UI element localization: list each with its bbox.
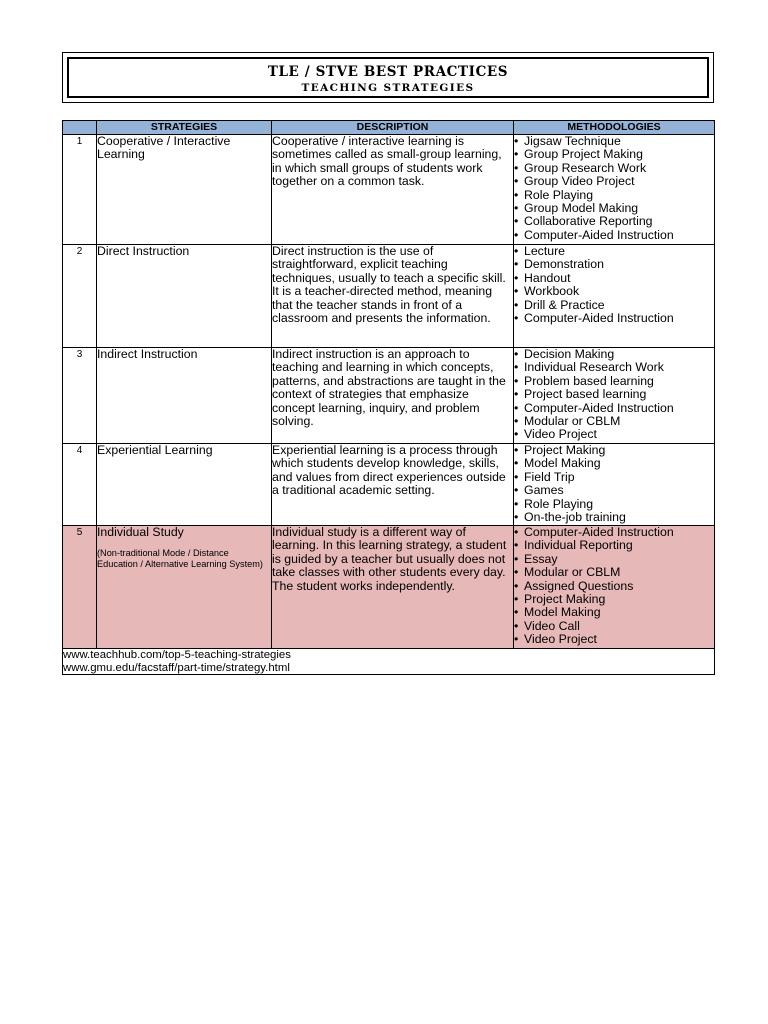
list-item: • Computer-Aided Instruction <box>514 526 714 539</box>
list-item: • Drill & Practice <box>514 299 714 312</box>
list-item: • Computer-Aided Instruction <box>514 312 714 325</box>
references-row <box>63 649 715 675</box>
strategy-note: (Non-traditional Mode / Distance Education / Alternative Learning System) <box>97 548 263 569</box>
list-item: • Individual Reporting <box>514 539 714 552</box>
strategy-cell <box>97 526 272 649</box>
list-item: • Group Model Making <box>514 202 714 215</box>
row-number: 5 <box>63 526 97 649</box>
table-row <box>63 444 715 526</box>
strategy-name: Experiential Learning <box>97 444 272 526</box>
list-item: • Assigned Questions <box>514 580 714 593</box>
list-item: • Essay <box>514 553 714 566</box>
table-row <box>63 135 715 245</box>
methodologies-cell <box>514 135 715 245</box>
list-item: • Decision Making <box>514 348 714 361</box>
strategies-table <box>62 120 715 675</box>
methodologies-list <box>514 135 714 242</box>
strategy-description: Cooperative / interactive learning is sometimes called as small-group learning, in which small groups of students work together on a common task. <box>272 135 514 245</box>
list-item: • Group Research Work <box>514 162 714 175</box>
row-number: 2 <box>63 245 97 348</box>
list-item: • Video Call <box>514 620 714 633</box>
strategy-description: Indirect instruction is an approach to teaching and learning in which concepts, patterns, and abstractions are taught in the context of strategies that emphasize concept learning, inquiry, and problem solving. <box>272 348 514 444</box>
list-item: • Project based learning <box>514 388 714 401</box>
list-item: • Workbook <box>514 285 714 298</box>
list-item: • Modular or CBLM <box>514 415 714 428</box>
document-subtitle: TEACHING STRATEGIES <box>301 82 475 94</box>
list-item: • Problem based learning <box>514 375 714 388</box>
list-item: • Role Playing <box>514 189 714 202</box>
list-item: • Handout <box>514 272 714 285</box>
list-item: • Demonstration <box>514 258 714 271</box>
list-item: • Collaborative Reporting <box>514 215 714 228</box>
methodologies-cell <box>514 348 715 444</box>
methodologies-cell <box>514 444 715 526</box>
strategy-name: Cooperative / Interactive Learning <box>97 135 272 245</box>
strategy-name: Indirect Instruction <box>97 348 272 444</box>
header-num-cell <box>63 121 97 135</box>
strategy-description: Experiential learning is a process through which students develop knowledge, skills, and values from direct experiences outside a traditional academic setting. <box>272 444 514 526</box>
methodologies-cell <box>514 245 715 348</box>
column-header-description: DESCRIPTION <box>272 121 514 135</box>
list-item: • On-the-job training <box>514 511 714 524</box>
list-item: • Video Project <box>514 428 714 441</box>
table-row <box>63 348 715 444</box>
references-cell <box>63 649 715 675</box>
title-inner-border <box>67 57 709 98</box>
list-item: • Model Making <box>514 606 714 619</box>
list-item: • Model Making <box>514 457 714 470</box>
row-number: 1 <box>63 135 97 245</box>
reference-link: www.teachhub.com/top-5-teaching-strategies <box>63 649 291 661</box>
methodologies-cell <box>514 526 715 649</box>
list-item: • Project Making <box>514 593 714 606</box>
list-item: • Group Video Project <box>514 175 714 188</box>
list-item: • Field Trip <box>514 471 714 484</box>
column-header-methodologies: METHODOLOGIES <box>514 121 715 135</box>
methodologies-list <box>514 444 714 524</box>
list-item: • Jigsaw Technique <box>514 135 714 148</box>
list-item: • Role Playing <box>514 498 714 511</box>
reference-link: www.gmu.edu/facstaff/part-time/strategy.html <box>63 661 290 674</box>
list-item: • Individual Research Work <box>514 361 714 374</box>
column-header-strategies: STRATEGIES <box>97 121 272 135</box>
table-row <box>63 245 715 348</box>
row-number: 3 <box>63 348 97 444</box>
methodologies-list <box>514 526 714 647</box>
title-box <box>62 52 714 103</box>
strategy-name: Individual Study <box>97 525 184 539</box>
list-item: • Group Project Making <box>514 148 714 161</box>
table-row <box>63 526 715 649</box>
row-number: 4 <box>63 444 97 526</box>
list-item: • Lecture <box>514 245 714 258</box>
list-item: • Games <box>514 484 714 497</box>
strategy-description: Direct instruction is the use of straightforward, explicit teaching techniques, usually to teach a specific skill. It is a teacher-directed method, meaning that the teacher stands in front of a classroom and presents the information. <box>272 245 514 348</box>
document-title: TLE / STVE BEST PRACTICES <box>267 64 509 80</box>
list-item: • Computer-Aided Instruction <box>514 229 714 242</box>
list-item: • Project Making <box>514 444 714 457</box>
strategy-name: Direct Instruction <box>97 245 272 348</box>
list-item: • Video Project <box>514 633 714 646</box>
list-item: • Computer-Aided Instruction <box>514 402 714 415</box>
table-header-row <box>63 121 715 135</box>
methodologies-list <box>514 348 714 442</box>
methodologies-list <box>514 245 714 325</box>
list-item: • Modular or CBLM <box>514 566 714 579</box>
strategy-description: Individual study is a different way of learning. In this learning strategy, a student is guided by a teacher but usually does not take classes with other students every day. The student works independently. <box>272 526 514 649</box>
